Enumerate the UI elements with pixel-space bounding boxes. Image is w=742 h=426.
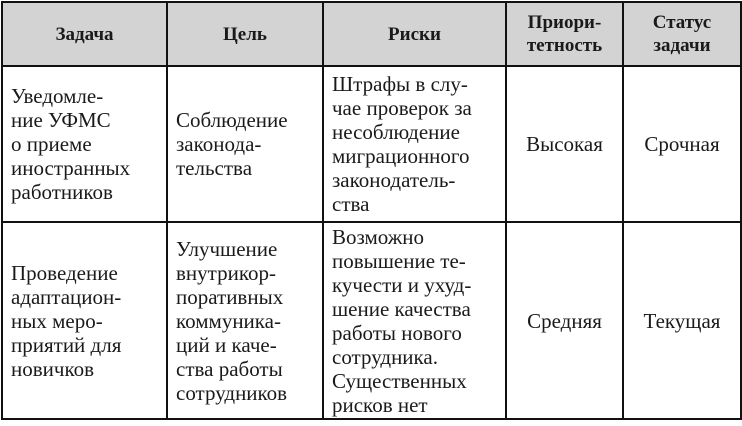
header-task: Задача xyxy=(2,2,167,66)
cell-risks: Штрафы в слу- чае проверок за несоблюдение миграционного законодатель- ства xyxy=(323,66,506,222)
header-goal: Цель xyxy=(167,2,323,66)
cell-priority: Средняя xyxy=(506,222,623,419)
table-row xyxy=(2,66,741,222)
cell-priority: Высокая xyxy=(506,66,623,222)
cell-status: Текущая xyxy=(623,222,741,419)
header-status: Статус задачи xyxy=(623,2,741,66)
cell-task: Уведомле- ние УФМС о приеме иностранных работников xyxy=(2,66,167,222)
header-risks: Риски xyxy=(323,2,506,66)
header-row xyxy=(2,2,741,66)
header-priority: Приори- тетность xyxy=(506,2,623,66)
cell-task: Проведение адаптацион- ных меро- приятий для новичков xyxy=(2,222,167,419)
tasks-table xyxy=(1,1,742,420)
cell-risks: Возможно повышение те- кучести и ухуд- шение качества работы нового сотрудника. Существенных рисков нет xyxy=(323,222,506,419)
table-row xyxy=(2,222,741,419)
cell-goal: Улучшение внутрикор- поративных коммуника- ций и каче- ства работы сотрудников xyxy=(167,222,323,419)
cell-goal: Соблюдение законода- тельства xyxy=(167,66,323,222)
cell-status: Срочная xyxy=(623,66,741,222)
